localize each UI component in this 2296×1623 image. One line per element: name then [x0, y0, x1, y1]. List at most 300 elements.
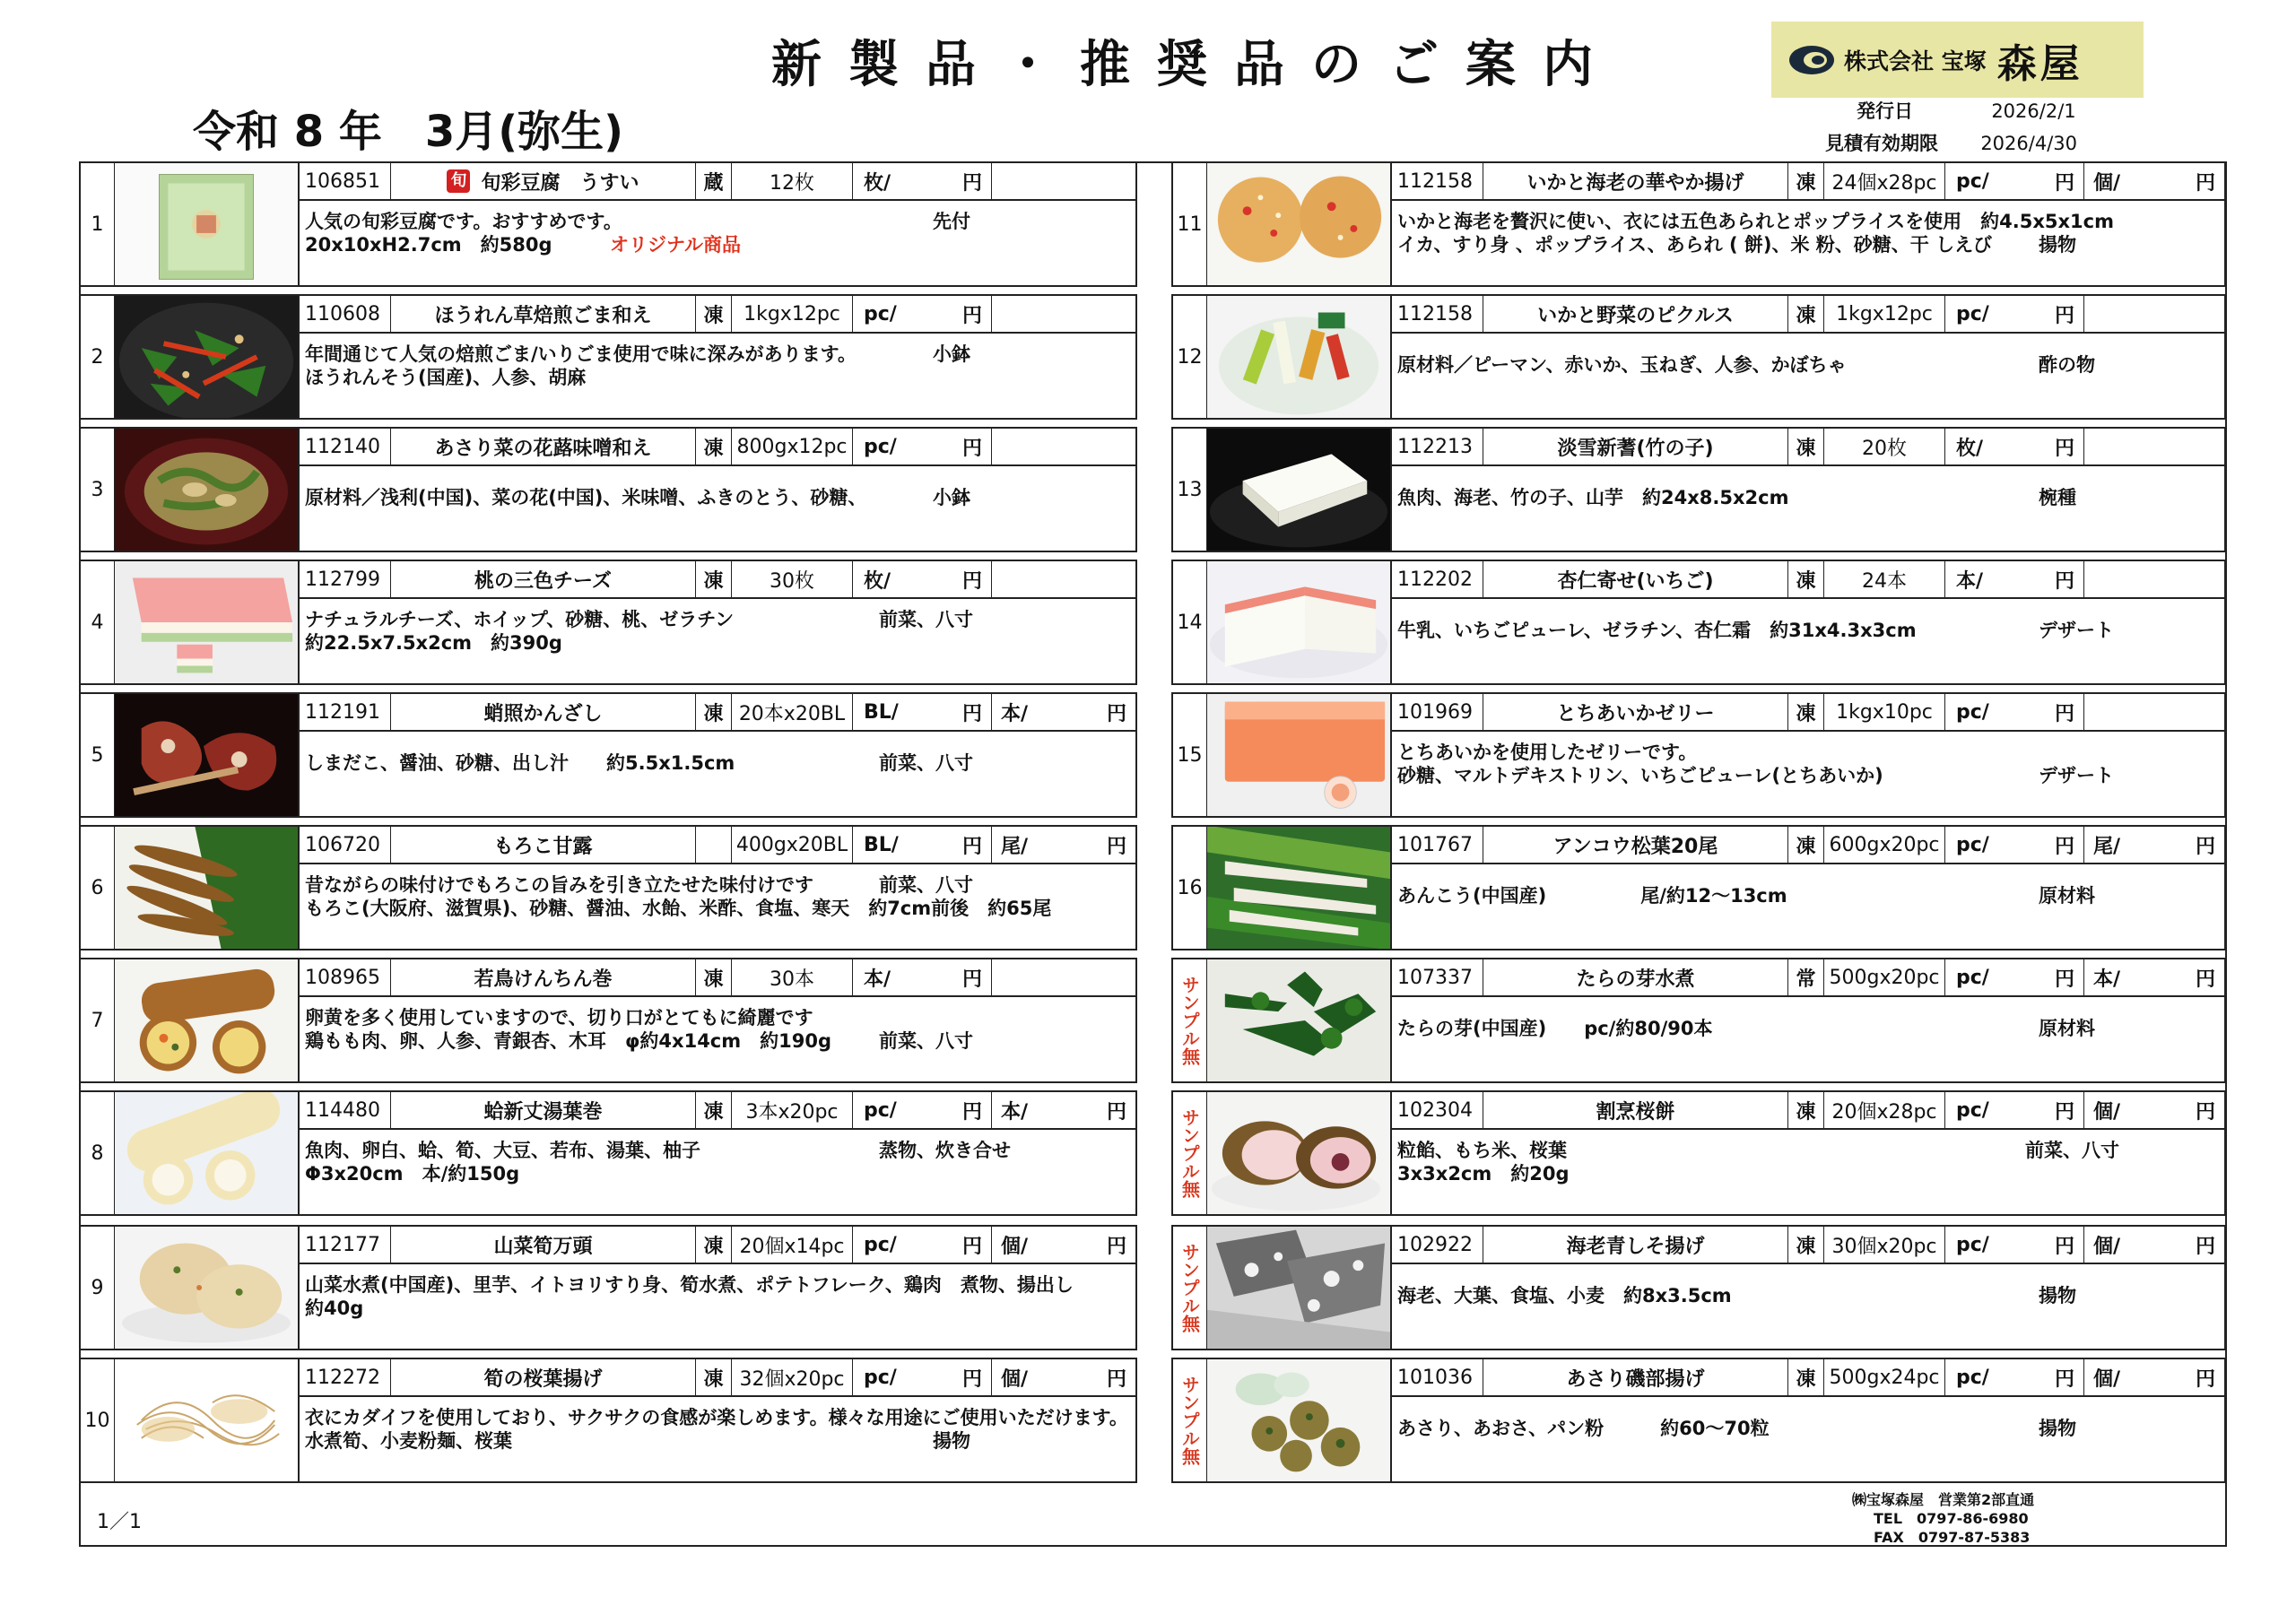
unit-price-2-yen: 円	[1106, 835, 1126, 858]
unit-price-1	[853, 1359, 992, 1395]
product-code	[300, 163, 391, 199]
unit-price-2	[2084, 827, 2224, 863]
product-row	[1171, 161, 2226, 287]
white-cake-image	[1207, 429, 1390, 551]
row-number-text: 7	[91, 1009, 104, 1032]
unit-price-1	[853, 429, 992, 464]
product-code-text: 110608	[305, 302, 380, 325]
product-info	[1392, 296, 2224, 418]
product-code	[1392, 561, 1483, 597]
unit-price-1-yen: 円	[961, 968, 982, 991]
unit-price-1-yen: 円	[2054, 304, 2074, 327]
description-line	[305, 608, 1128, 631]
product-photo	[115, 429, 300, 551]
storage-type-text: 凍	[703, 437, 724, 460]
product-name	[1483, 1227, 1788, 1263]
unit-price-1-yen: 円	[2054, 968, 2074, 991]
product-info	[1392, 561, 2224, 683]
tara-sprouts-image	[1207, 959, 1390, 1081]
unit-price-1-yen: 円	[961, 835, 982, 858]
storage-type-text: 凍	[703, 702, 724, 725]
product-photo	[115, 296, 300, 418]
product-name-text: 海老青しそ揚げ	[1566, 1235, 1705, 1258]
product-description	[1397, 884, 2217, 907]
product-spec-line	[1392, 694, 2224, 732]
usage-category: 先付	[933, 211, 970, 232]
package-quantity	[1824, 1359, 1945, 1395]
product-description	[305, 1406, 1128, 1453]
usage-category: 前菜、八寸	[879, 1030, 973, 1052]
expiry-date-row	[1825, 129, 2077, 156]
row-number-text: 6	[91, 876, 104, 899]
product-code	[300, 296, 391, 332]
description-text: 人気の旬彩豆腐です。おすすめです。	[305, 211, 622, 232]
product-name	[391, 959, 696, 995]
description-line	[305, 1273, 1128, 1297]
product-code-text: 112158	[1397, 169, 1473, 193]
product-spec-line	[300, 296, 1135, 334]
product-info	[1392, 1359, 2224, 1481]
product-name-text: たらの芽水煮	[1576, 968, 1695, 991]
product-code	[1392, 1227, 1483, 1263]
issue-date-row	[1857, 97, 2076, 124]
unit-price-1-yen: 円	[961, 437, 982, 460]
description-text: もろこ(大阪府、滋賀県)、砂糖、醤油、水飴、米酢、食塩、寒天 約7cm前後 約65尾	[305, 898, 1052, 919]
storage-type-text: 凍	[703, 1367, 724, 1391]
unit-price-2-text: 本/	[2093, 968, 2121, 991]
unit-price-2	[2084, 1359, 2224, 1395]
product-code-text: 106851	[305, 169, 380, 193]
row-number	[81, 959, 115, 1081]
product-code-text: 114480	[305, 1098, 380, 1122]
description-text: 砂糖、マルトデキストリン、いちごピューレ(とちあいか)	[1397, 765, 1883, 786]
product-spec-line	[1392, 959, 2224, 997]
product-photo	[115, 1359, 300, 1481]
description-line	[1397, 884, 2217, 907]
product-name	[1483, 163, 1788, 199]
unit-price-2	[992, 163, 1135, 199]
package-quantity-text: 30個x20pc	[1831, 1235, 1937, 1258]
storage-type-text: 凍	[703, 968, 724, 991]
unit-price-1-yen: 円	[2054, 835, 2074, 858]
company-contact	[1852, 1490, 2034, 1547]
product-row	[79, 692, 1137, 818]
product-description	[1397, 619, 2217, 642]
unit-price-2-text: 本/	[1001, 702, 1029, 725]
storage-type-text: 凍	[1796, 1367, 1816, 1391]
product-code-text: 107337	[1397, 966, 1473, 989]
product-photo	[1207, 163, 1392, 285]
product-photo	[1207, 429, 1392, 551]
row-number-text: 3	[91, 478, 104, 501]
usage-category: 揚物	[2039, 1418, 2076, 1439]
product-info	[300, 296, 1135, 418]
season-badge-icon: 旬	[447, 169, 470, 193]
unit-price-2-text: 個/	[2093, 171, 2121, 195]
product-description	[305, 486, 1128, 509]
package-quantity	[1824, 561, 1945, 597]
row-number-text: 4	[91, 611, 104, 634]
product-photo	[1207, 561, 1392, 683]
package-quantity	[1824, 959, 1945, 995]
row-number	[81, 561, 115, 683]
product-name-text: あさり磯部揚げ	[1566, 1367, 1705, 1391]
unit-price-1-yen: 円	[2054, 1100, 2074, 1124]
unit-price-2	[992, 296, 1135, 332]
row-number	[81, 694, 115, 816]
month-heading: 令和 8 年 3月(弥生)	[193, 107, 624, 157]
product-spec-line	[300, 827, 1135, 864]
description-line	[1397, 353, 2217, 377]
unit-price-1	[853, 163, 992, 199]
unit-price-2-yen: 円	[1106, 702, 1126, 725]
unit-price-1-text: BL/	[864, 833, 899, 856]
description-line	[305, 1162, 1128, 1185]
unit-price-1-text: 本/	[1956, 569, 1984, 593]
clam-greens-image	[115, 429, 298, 551]
product-code-text: 112140	[305, 435, 380, 458]
product-spec-line	[1392, 1092, 2224, 1130]
product-name-text: ほうれん草焙煎ごま和え	[434, 304, 652, 327]
product-name-text: 旬彩豆腐 うすい	[481, 171, 639, 195]
product-code	[300, 694, 391, 730]
product-code-text: 112799	[305, 568, 380, 591]
product-row	[79, 294, 1137, 420]
unit-price-1-text: pc/	[864, 1366, 897, 1389]
product-code-text: 112158	[1397, 302, 1473, 325]
product-spec-line	[1392, 1227, 2224, 1264]
small-fish-image	[115, 827, 298, 949]
product-description	[1397, 353, 2217, 377]
unit-price-2-yen: 円	[2195, 835, 2215, 858]
fried-cakes-image	[1207, 163, 1390, 285]
description-line	[305, 1297, 1128, 1320]
package-quantity-text: 24個x28pc	[1831, 171, 1937, 195]
unit-price-2-text: 尾/	[2093, 835, 2121, 858]
product-code	[1392, 827, 1483, 863]
storage-type-text: 凍	[703, 304, 724, 327]
storage-type	[696, 1359, 732, 1395]
description-line	[1397, 1139, 2217, 1162]
unit-price-1-yen: 円	[961, 1235, 982, 1258]
tel-line: TEL 0797-86-6980	[1874, 1510, 2029, 1527]
unit-price-1	[1945, 429, 2084, 464]
unit-price-2	[2084, 1227, 2224, 1263]
storage-type	[1788, 827, 1824, 863]
description-text: 海老、大葉、食塩、小麦 約8x3.5cm	[1397, 1285, 1732, 1306]
product-row	[1171, 294, 2226, 420]
manju-image	[115, 1227, 298, 1349]
product-code-text: 112191	[305, 700, 380, 724]
product-spec-line	[1392, 1359, 2224, 1397]
product-name-text: あさり菜の花蕗味噌和え	[434, 437, 652, 460]
product-row	[1171, 560, 2226, 685]
product-row	[1171, 1225, 2226, 1350]
product-name-text: 蛸照かんざし	[483, 702, 603, 725]
kataifi-image	[115, 1359, 298, 1481]
usage-category: 原材料	[2039, 1018, 2095, 1039]
product-name-text: いかと海老の華やか揚げ	[1526, 171, 1744, 195]
unit-price-2-text: 個/	[2093, 1367, 2121, 1391]
product-photo	[115, 827, 300, 949]
package-quantity	[732, 296, 853, 332]
package-quantity-text: 600gx20pc	[1829, 833, 1940, 856]
yuba-roll-image	[115, 1092, 298, 1214]
unit-price-2	[992, 959, 1135, 995]
unit-price-1	[1945, 561, 2084, 597]
description-text: Φ3x20cm 本/約150g	[305, 1163, 520, 1185]
product-info	[300, 959, 1135, 1081]
unit-price-2-text: 本/	[1001, 1100, 1029, 1124]
product-spec-line	[300, 1359, 1135, 1397]
product-code	[1392, 1092, 1483, 1128]
description-line	[305, 1429, 1128, 1453]
row-number-text: 5	[91, 743, 104, 767]
usage-category: デザート	[2039, 620, 2114, 641]
product-info	[1392, 694, 2224, 816]
description-line	[305, 1139, 1128, 1162]
row-number-text: 14	[1177, 611, 1203, 634]
unit-price-1	[853, 694, 992, 730]
usage-category: 酢の物	[2039, 354, 2095, 376]
row-number	[1173, 429, 1207, 551]
row-number	[81, 1359, 115, 1481]
description-line	[305, 1006, 1128, 1029]
unit-price-2	[2084, 1092, 2224, 1128]
unit-price-2	[2084, 959, 2224, 995]
product-photo	[115, 694, 300, 816]
storage-type	[696, 429, 732, 464]
issue-date-value: 2026/2/1	[1991, 100, 2076, 122]
product-name	[1483, 296, 1788, 332]
product-name	[391, 429, 696, 464]
product-spec-line	[300, 1092, 1135, 1130]
product-photo	[115, 959, 300, 1081]
description-line	[305, 343, 1128, 366]
usage-category: 椀種	[2039, 487, 2076, 508]
unit-price-2	[992, 1227, 1135, 1263]
product-description	[305, 1139, 1128, 1185]
package-quantity	[732, 163, 853, 199]
row-number	[81, 1227, 115, 1349]
product-name-text: 割烹桜餅	[1596, 1100, 1675, 1124]
usage-category: 揚物	[933, 1430, 970, 1452]
storage-type	[696, 1227, 732, 1263]
storage-type-text: 凍	[1796, 702, 1816, 725]
sample-none-label	[1173, 1092, 1207, 1214]
product-spec-line	[1392, 561, 2224, 599]
description-text: あんこう(中国産) 尾/約12～13cm	[1397, 885, 1787, 907]
product-code	[300, 827, 391, 863]
storage-type	[696, 561, 732, 597]
product-code-text: 112272	[305, 1366, 380, 1389]
unit-price-1	[1945, 163, 2084, 199]
unit-price-2	[992, 827, 1135, 863]
product-name-text: アンコウ松葉20尾	[1552, 835, 1718, 858]
product-description	[305, 343, 1128, 389]
unit-price-1-text: 枚/	[1956, 437, 1984, 460]
unit-price-2-yen: 円	[1106, 1367, 1126, 1391]
product-name	[1483, 1359, 1788, 1395]
package-quantity	[732, 429, 853, 464]
product-code	[1392, 163, 1483, 199]
description-text: 20x10xH2.7cm 約580g	[305, 234, 552, 256]
unit-price-1-text: pc/	[1956, 302, 1989, 325]
product-code	[300, 561, 391, 597]
unit-price-1-yen: 円	[961, 1367, 982, 1391]
product-info	[300, 429, 1135, 551]
product-description	[1397, 1017, 2217, 1040]
unit-price-1-yen: 円	[961, 171, 982, 195]
row-number	[81, 429, 115, 551]
description-text: 衣にカダイフを使用しており、サクサクの食感が楽しめます。様々な用途にご使用いただけます。	[305, 1407, 1128, 1428]
storage-type	[1788, 561, 1824, 597]
product-name-text: 山菜筍万頭	[493, 1235, 593, 1258]
unit-price-1-yen: 円	[2054, 1235, 2074, 1258]
page-number: 1／1	[97, 1511, 142, 1533]
row-number	[1173, 561, 1207, 683]
package-quantity-text: 20個x28pc	[1831, 1100, 1937, 1124]
product-info	[1392, 827, 2224, 949]
product-photo	[1207, 959, 1392, 1081]
unit-price-1-text: pc/	[1956, 169, 1989, 193]
description-text: イカ、すり身 、ポップライス、あられ ( 餅)、米 粉、砂糖、干 しえび	[1397, 234, 1993, 256]
unit-price-2-yen: 円	[1106, 1100, 1126, 1124]
description-line	[305, 873, 1128, 897]
expiry-date-value: 2026/4/30	[1980, 133, 2077, 154]
unit-price-2	[2084, 429, 2224, 464]
isobe-age-image	[1207, 1359, 1390, 1481]
product-description	[1397, 486, 2217, 509]
storage-type-text: 常	[1796, 968, 1816, 991]
description-text: しまだこ、醤油、砂糖、出し汁 約5.5x1.5cm	[305, 752, 735, 774]
storage-type-text: 凍	[1796, 304, 1816, 327]
pickles-image	[1207, 296, 1390, 418]
product-description	[305, 751, 1128, 775]
product-description	[1397, 210, 2217, 256]
row-number	[81, 827, 115, 949]
description-text: 約40g	[305, 1298, 364, 1319]
product-info	[1392, 163, 2224, 285]
package-quantity-text: 3本x20pc	[745, 1100, 839, 1124]
row-number	[1173, 694, 1207, 816]
usage-category: 揚物	[2039, 234, 2076, 256]
storage-type-text: 凍	[1796, 1100, 1816, 1124]
row-number-text: 13	[1177, 478, 1203, 501]
row-number	[81, 163, 115, 285]
unit-price-2	[992, 1359, 1135, 1395]
row-number-text: 15	[1177, 743, 1203, 767]
product-info	[300, 1092, 1135, 1214]
package-quantity	[732, 959, 853, 995]
unit-price-1-yen: 円	[2054, 171, 2074, 195]
product-code	[300, 429, 391, 464]
usage-category: 前菜、八寸	[879, 609, 973, 630]
unit-price-2	[2084, 561, 2224, 597]
unit-price-1	[853, 959, 992, 995]
unit-price-2-yen: 円	[2195, 1100, 2215, 1124]
storage-type	[1788, 163, 1824, 199]
description-text: 原材料／浅利(中国)、菜の花(中国)、米味噌、ふきのとう、砂糖、	[305, 487, 867, 508]
usage-category: 原材料	[2039, 885, 2095, 907]
tofu-package-image	[115, 163, 298, 285]
unit-price-1-text: pc/	[1956, 1233, 1989, 1256]
unit-price-1-yen: 円	[961, 702, 982, 725]
description-text: 約22.5x7.5x2cm 約390g	[305, 632, 562, 654]
unit-price-1-text: BL/	[864, 700, 899, 724]
product-info	[300, 1359, 1135, 1481]
unit-price-1	[853, 1227, 992, 1263]
product-code-text: 102922	[1397, 1233, 1473, 1256]
description-line	[1397, 1417, 2217, 1440]
package-quantity	[1824, 163, 1945, 199]
product-row	[1171, 1358, 2226, 1483]
description-text: とちあいかを使用したゼリーです。	[1397, 742, 1698, 763]
unit-price-1-text: pc/	[864, 1233, 897, 1256]
product-row	[79, 825, 1137, 950]
product-code-text: 112213	[1397, 435, 1473, 458]
storage-type	[1788, 1092, 1824, 1128]
storage-type-text: 凍	[703, 569, 724, 593]
usage-category: 前菜、八寸	[879, 874, 973, 896]
product-code-text: 101969	[1397, 700, 1473, 724]
description-text: 山菜水煮(中国産)、里芋、イトヨリすり身、筍水煮、ポテトフレーク、鶏肉 煮物、揚出し	[305, 1274, 1074, 1296]
product-code	[300, 1359, 391, 1395]
package-quantity-text: 24本	[1862, 569, 1907, 593]
package-quantity	[732, 1227, 853, 1263]
description-text: 原材料／ピーマン、赤いか、玉ねぎ、人参、かぼちゃ	[1397, 354, 1847, 376]
product-photo	[1207, 1227, 1392, 1349]
product-info	[1392, 1227, 2224, 1349]
description-text: 卵黄を多く使用していますので、切り口がとてもに綺麗です	[305, 1007, 813, 1028]
package-quantity-text: 30枚	[770, 569, 814, 593]
original-product-label: オリジナル商品	[610, 234, 741, 256]
unit-price-2	[992, 1092, 1135, 1128]
product-spec-line	[300, 561, 1135, 599]
description-text: 粒餡、もち米、桜葉	[1397, 1140, 1567, 1161]
unit-price-1	[1945, 827, 2084, 863]
product-description	[305, 873, 1128, 920]
description-text: いかと海老を贅沢に使い、衣には五色あられとポップライスを使用 約4.5x5x1cm	[1397, 211, 2115, 232]
usage-category: 前菜、八寸	[879, 752, 973, 774]
product-info	[300, 1227, 1135, 1349]
storage-type-text: 凍	[1796, 835, 1816, 858]
unit-price-2	[992, 561, 1135, 597]
description-line	[305, 366, 1128, 389]
description-text: あさり、あおさ、パン粉 約60～70粒	[1397, 1418, 1770, 1439]
product-name-text: 若鳥けんちん巻	[474, 968, 613, 991]
product-description	[305, 1273, 1128, 1320]
row-number	[1173, 296, 1207, 418]
unit-price-1-text: 本/	[864, 968, 891, 991]
sakura-mochi-image	[1207, 1092, 1390, 1214]
product-photo	[115, 163, 300, 285]
description-line	[1397, 210, 2217, 233]
description-text: 年間通じて人気の焙煎ごま/いりごま使用で味に深みがあります。	[305, 343, 857, 365]
description-text: 鶏もも肉、卵、人参、青銀杏、木耳 φ約4x14cm 約190g	[305, 1030, 832, 1052]
unit-price-2-text: 個/	[1001, 1367, 1029, 1391]
product-photo	[1207, 827, 1392, 949]
unit-price-1-yen: 円	[2054, 702, 2074, 725]
unit-price-1-yen: 円	[961, 1100, 982, 1124]
unit-price-1-yen: 円	[2054, 437, 2074, 460]
product-spec-line	[300, 429, 1135, 466]
product-name-text: とちあいかゼリー	[1556, 702, 1715, 725]
product-row	[79, 1225, 1137, 1350]
shrimp-shiso-image	[1207, 1227, 1390, 1349]
unit-price-1-text: pc/	[864, 435, 897, 458]
unit-price-2-yen: 円	[2195, 968, 2215, 991]
